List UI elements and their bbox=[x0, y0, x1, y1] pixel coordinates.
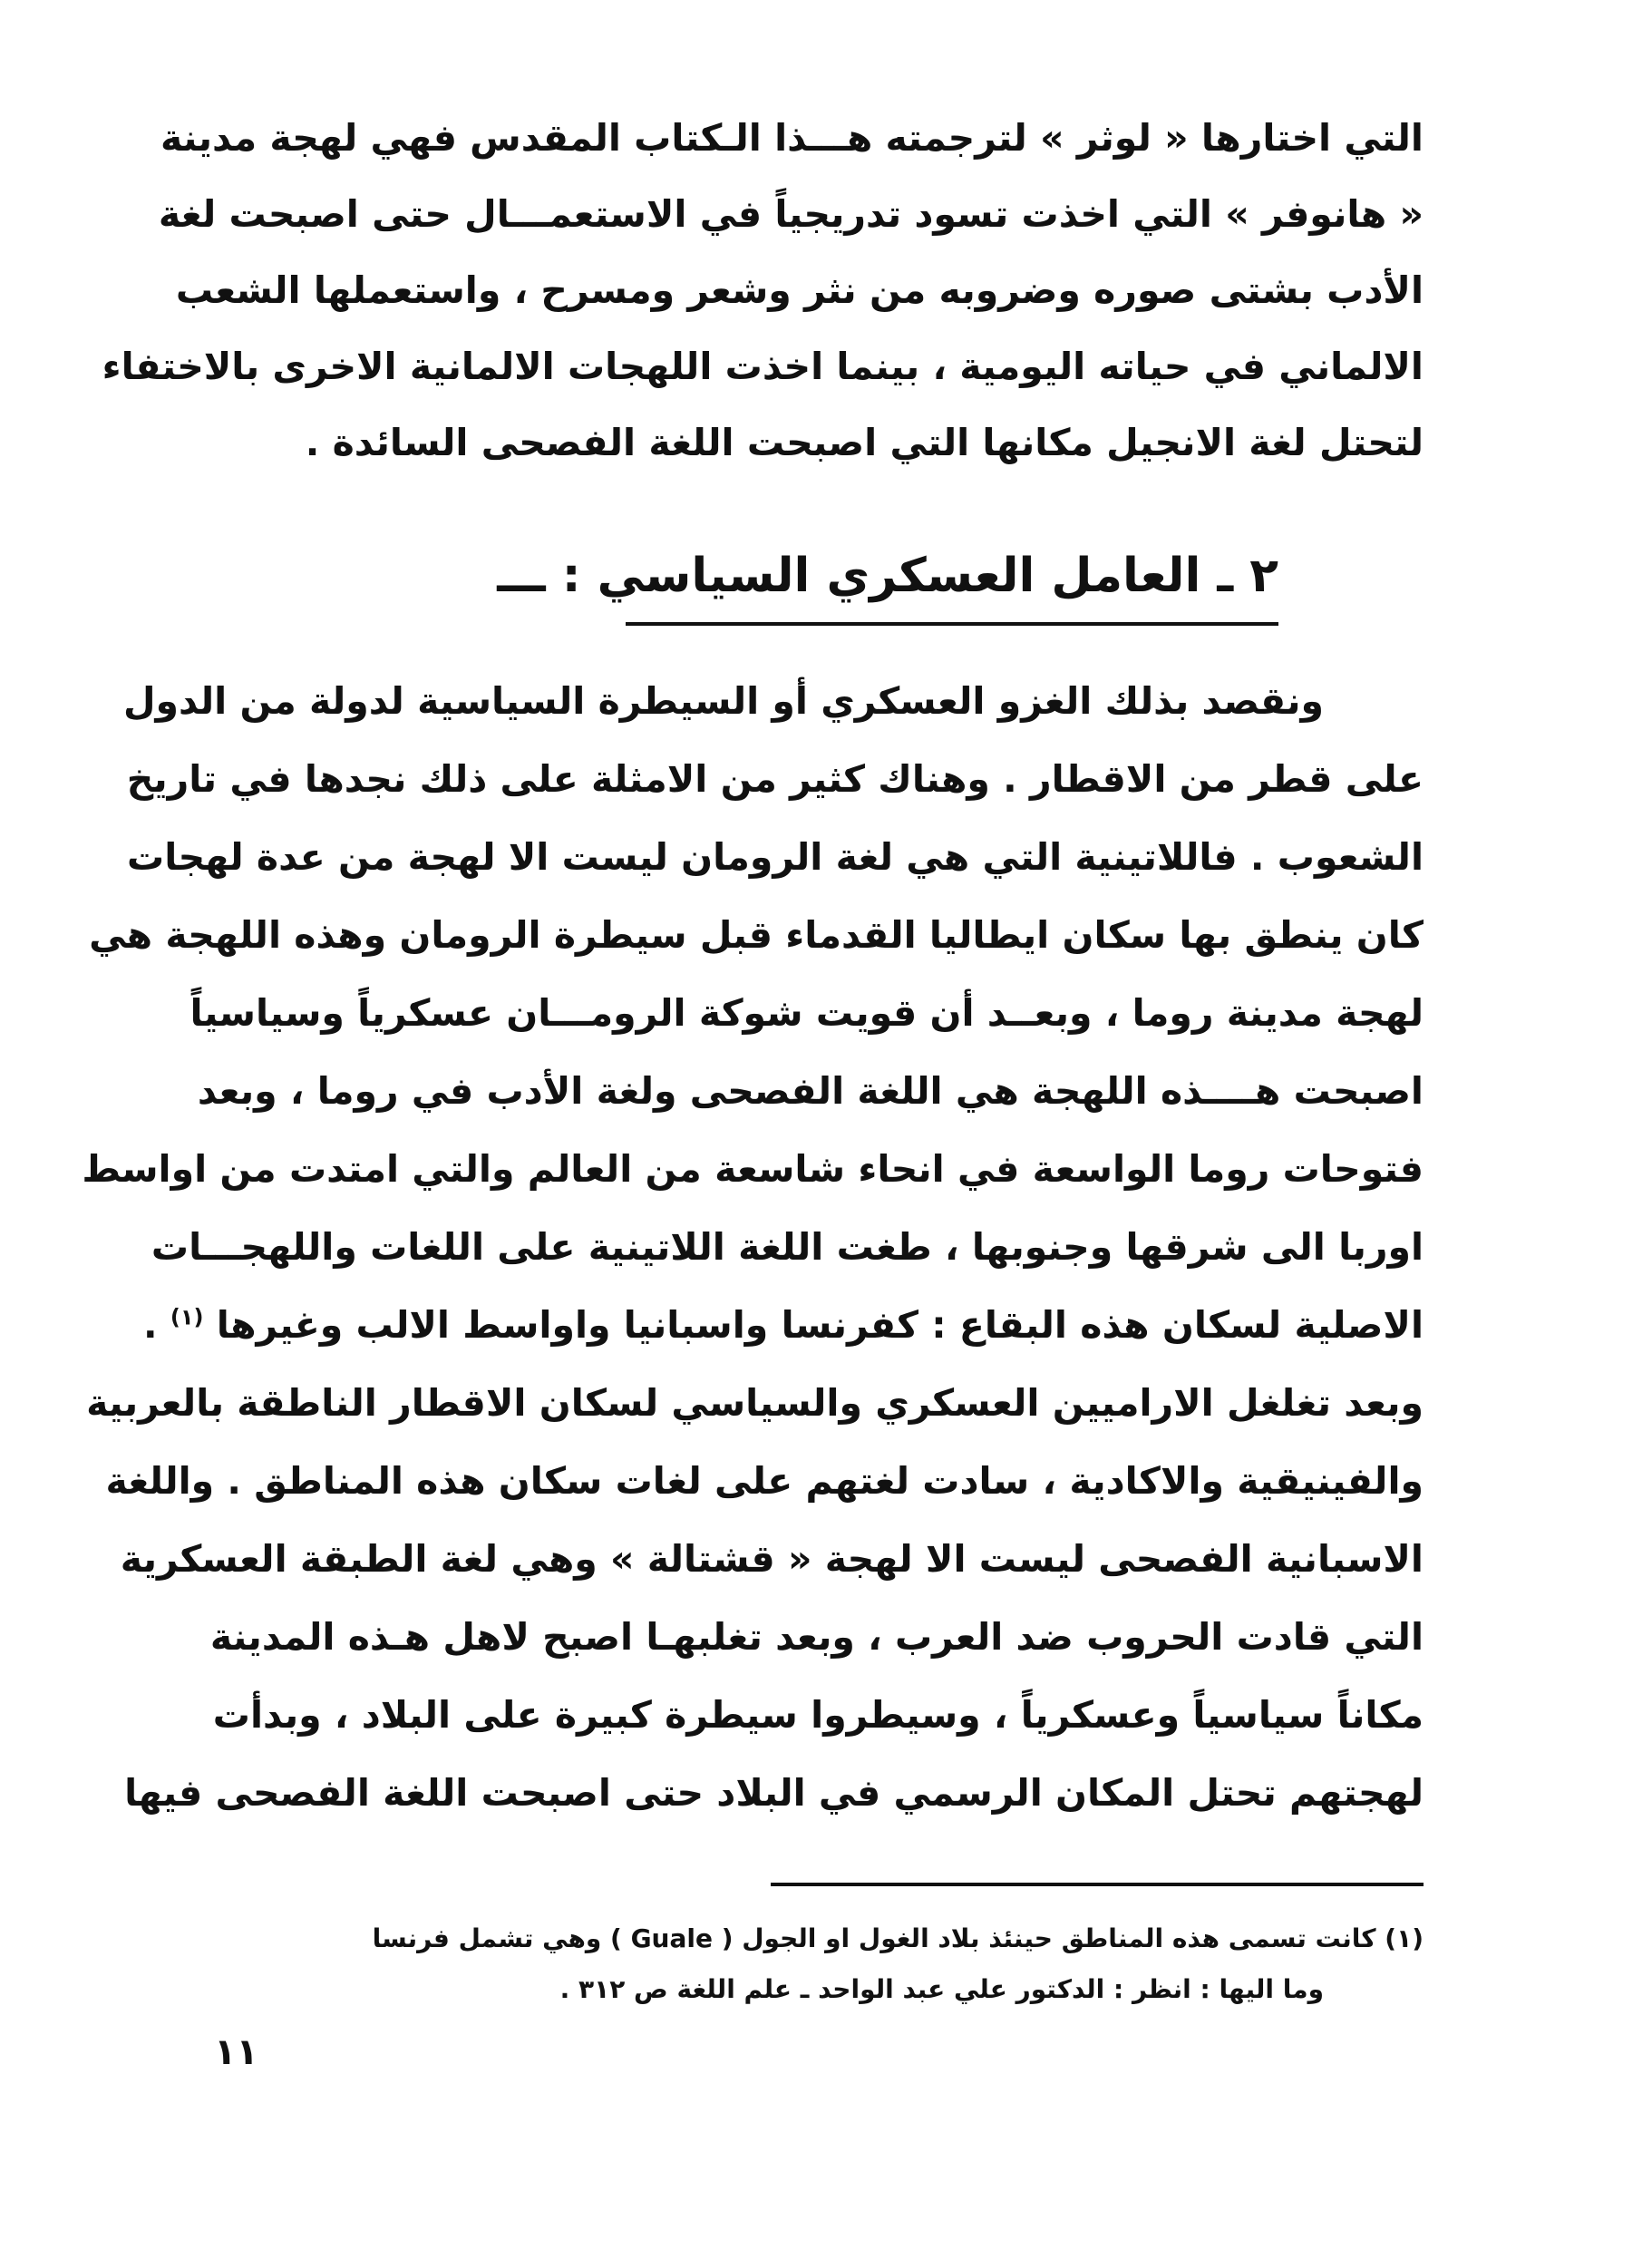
text-line: كان ينطق بها سكان ايطاليا القدماء قبل سيطرة الرومان وهذه اللهجة هي bbox=[89, 913, 1424, 957]
section-heading-block bbox=[497, 535, 1278, 617]
text-line: لهجة مدينة روما ، وبعــد أن قويت شوكة الرومـــان عسكرياً وسياسياً bbox=[189, 991, 1424, 1035]
text-line: اوربا الى شرقها وجنوبها ، طغت اللغة اللاتينية على اللغات واللهجـــات bbox=[151, 1225, 1424, 1269]
body-paragraph bbox=[82, 662, 1424, 1832]
page-number: ١١ bbox=[214, 2031, 258, 2073]
text-line: لهجتهم تحتل المكان الرسمي في البلاد حتى اصبحت اللغة الفصحى فيها bbox=[124, 1771, 1424, 1815]
text-line: على قطر من الاقطار . وهناك كثير من الامثلة على ذلك نجدها في تاريخ bbox=[126, 757, 1424, 801]
section-heading: ٢ ـ العامل العسكري السياسي : ـــ bbox=[497, 549, 1278, 603]
text-line: ونقصد بذلك الغزو العسكري أو السيطرة السياسية لدولة من الدول bbox=[122, 679, 1324, 723]
text-line: لتحتل لغة الانجيل مكانها التي اصبحت اللغة الفصحى السائدة . bbox=[305, 421, 1424, 464]
text-line-content: الاصلية لسكان هذه البقاع : كفرنسا واسبانيا واواسط الالب وغيرها bbox=[216, 1303, 1424, 1347]
text-line: والفينيقية والاكادية ، سادت لغتهم على لغات سكان هذه المناطق . واللغة bbox=[105, 1459, 1424, 1503]
footnote bbox=[214, 1913, 1424, 2015]
text-line: فتوحات روما الواسعة في انحاء شاسعة من العالم والتي امتدت من اواسط bbox=[82, 1147, 1424, 1191]
text-line: الالماني في حياته اليومية ، بينما اخذت اللهجات الالمانية الاخرى بالاختفاء bbox=[102, 345, 1424, 388]
intro-paragraph bbox=[102, 100, 1424, 481]
text-line: الاسبانية الفصحى ليست الا لهجة « قشتالة » وهي لغة الطبقة العسكرية bbox=[120, 1537, 1424, 1581]
footnote-line: (١) كانت تسمى هذه المناطق حينئذ بلاد الغول او الجول ( Guale ) وهي تشمل فرنسا bbox=[372, 1923, 1424, 1953]
footnote-line: وما اليها : انظر : الدكتور علي عبد الواحد ـ علم اللغة ص ٣١٢ . bbox=[559, 1974, 1324, 2004]
text-line: اصبحت هــــذه اللهجة هي اللغة الفصحى ولغة الأدب في روما ، وبعد bbox=[197, 1069, 1424, 1113]
text-line: التي قادت الحروب ضد العرب ، وبعد تغلبهـا اصبح لاهل هـذه المدينة bbox=[209, 1615, 1424, 1659]
text-line: مكاناً سياسياً وعسكرياً ، وسيطروا سيطرة كبيرة على البلاد ، وبدأت bbox=[212, 1693, 1424, 1737]
text-line: التي اختارها « لوثر » لترجمته هـــذا الـكتاب المقدس فهي لهجة مدينة bbox=[160, 116, 1424, 160]
heading-underline bbox=[626, 622, 1278, 626]
text-line: الشعوب . فاللاتينية التي هي لغة الرومان ليست الا لهجة من عدة لهجات bbox=[127, 835, 1424, 879]
footnote-separator bbox=[771, 1883, 1424, 1886]
text-line-with-footnote: الاصلية لسكان هذه البقاع : كفرنسا واسبانيا واواسط الالب وغيرها $^{(١)}$ . bbox=[142, 1303, 1424, 1347]
footnote-reference: (١) bbox=[170, 1304, 204, 1330]
text-line: الأدب بشتى صوره وضروبه من نثر وشعر ومسرح ، واستعملها الشعب bbox=[175, 268, 1424, 312]
text-line: « هانوفر » التي اخذت تسود تدريجياً في الاستعمـــال حتى اصبحت لغة bbox=[158, 192, 1424, 236]
text-line: وبعد تغلغل الاراميين العسكري والسياسي لسكان الاقطار الناطقة بالعربية bbox=[86, 1381, 1424, 1425]
